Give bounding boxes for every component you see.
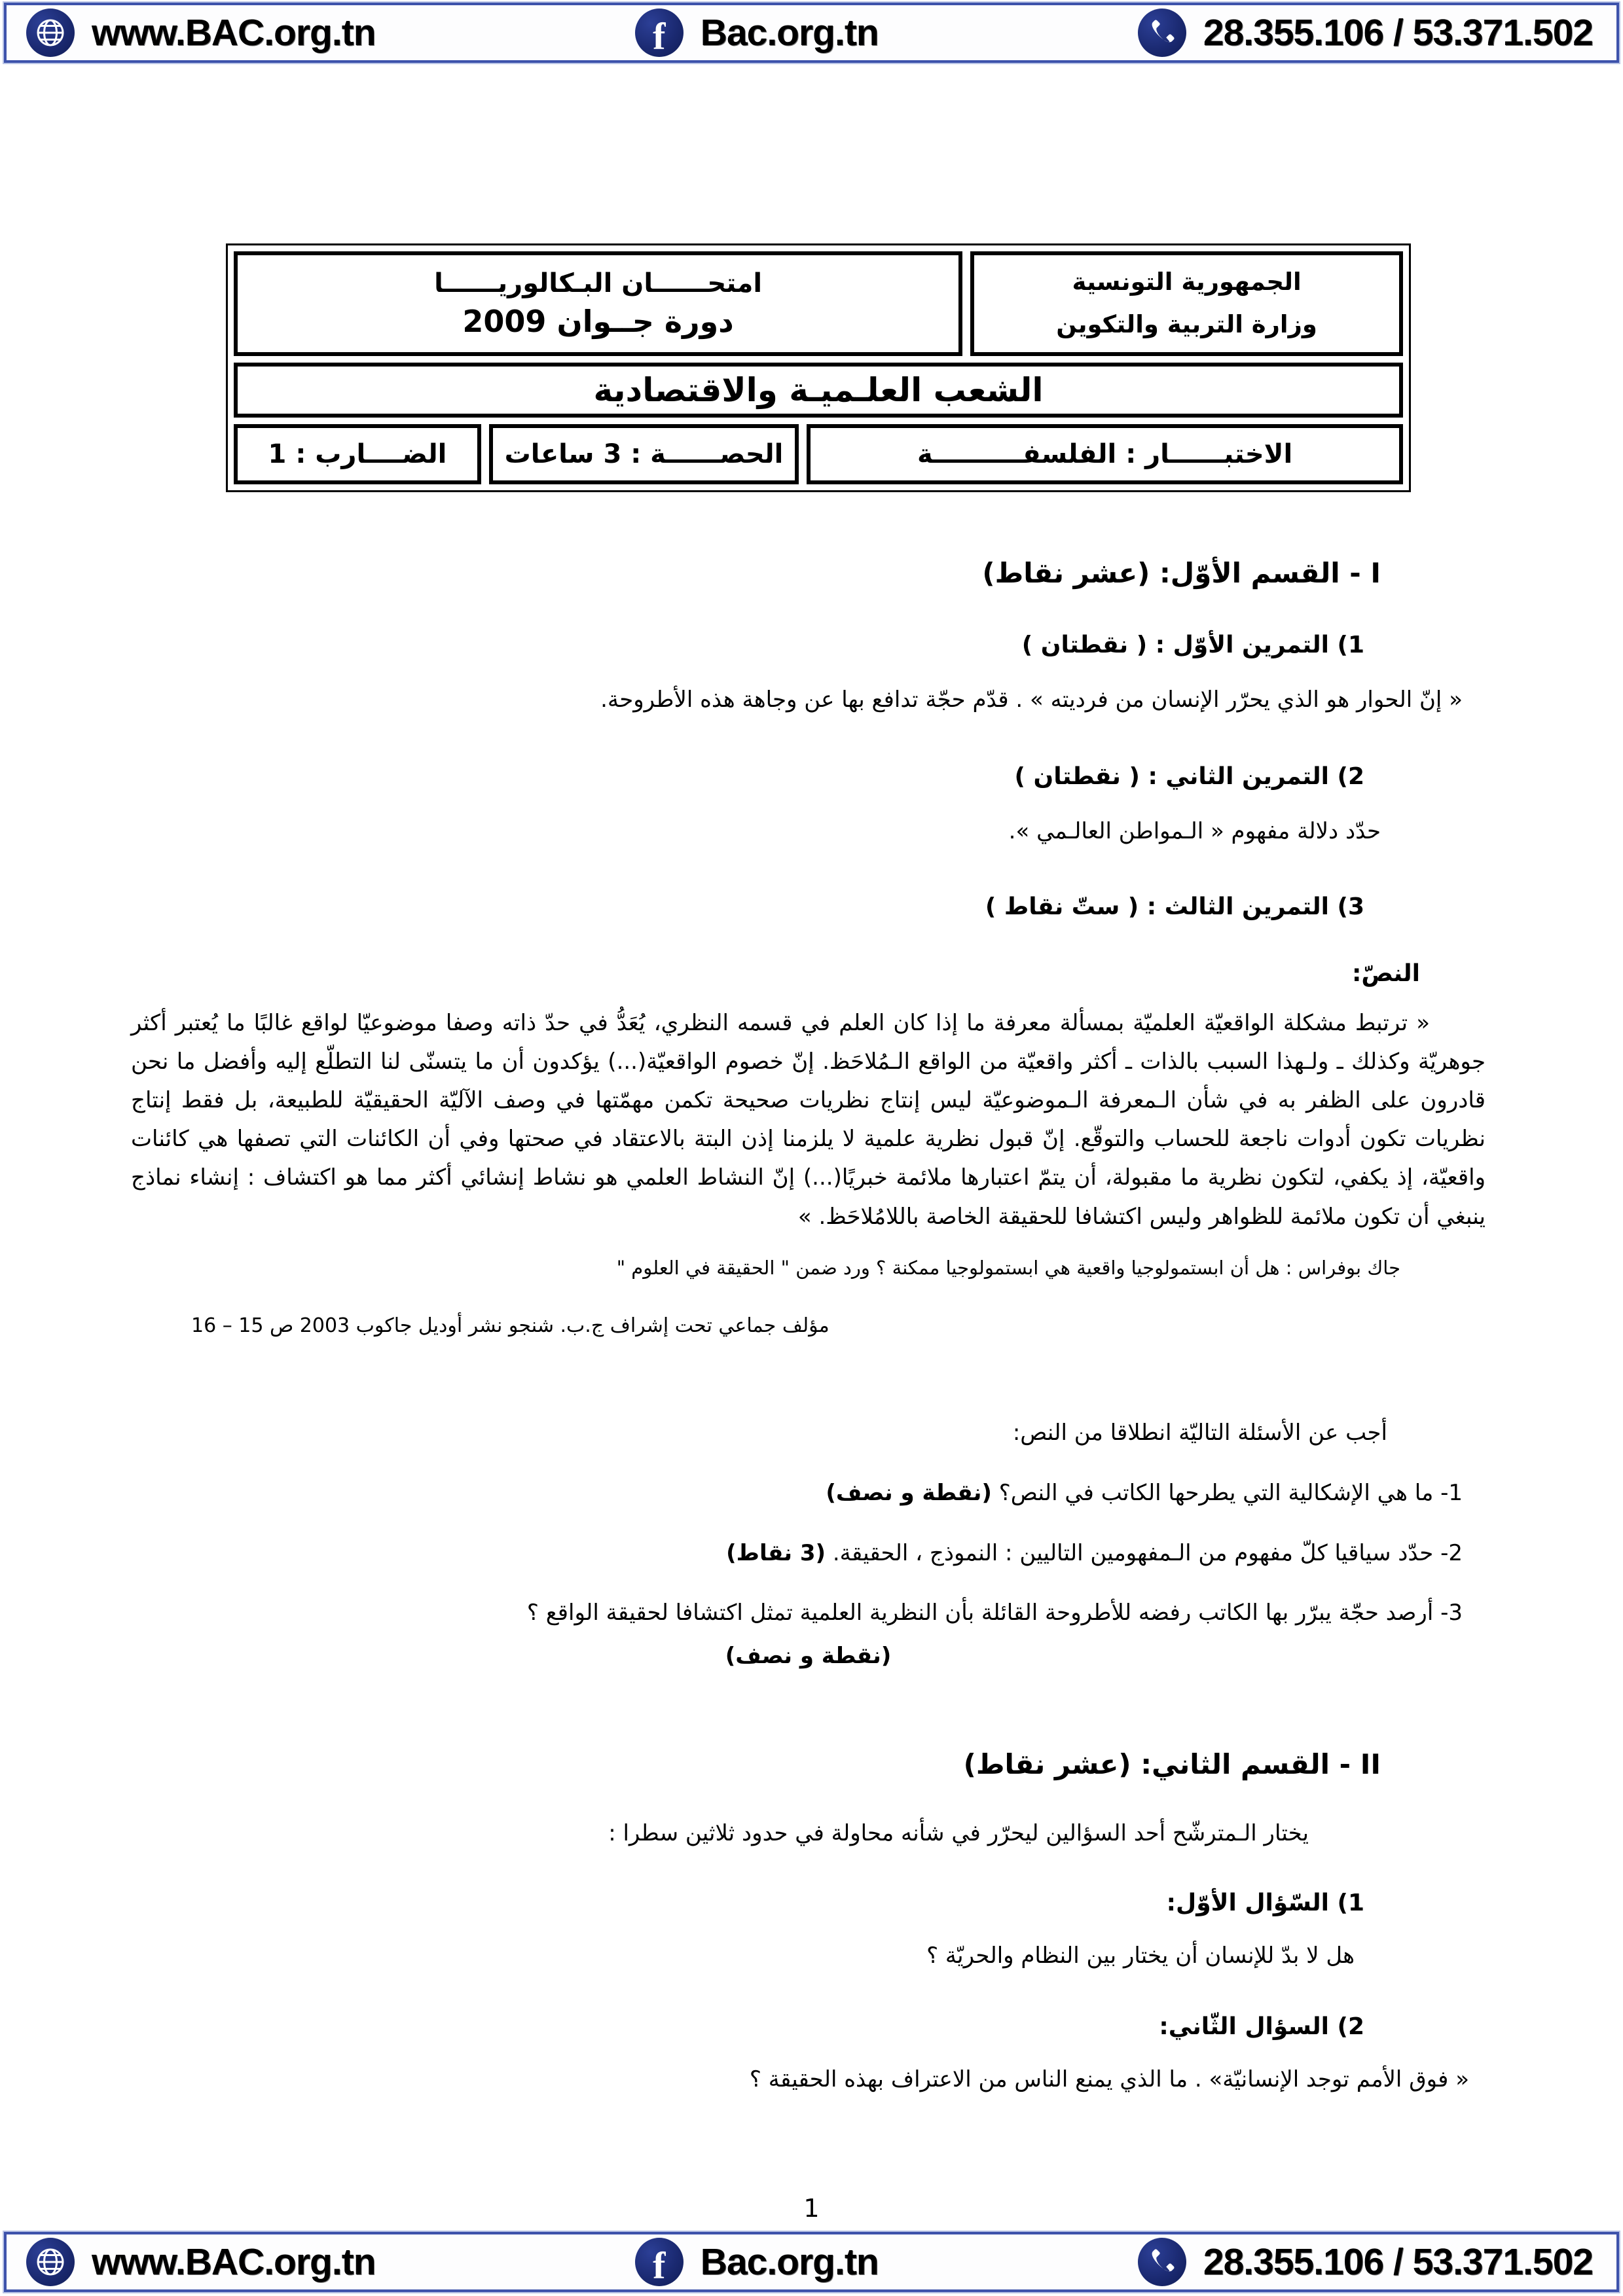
answer-instructions: أجب عن الأسئلة التاليّة انطلاقا من النص: — [1012, 1419, 1387, 1446]
website-group — [26, 2238, 376, 2286]
header-row-1 — [234, 251, 1403, 356]
part1-exercise1-title: 1) التمرين الأوّل : ( نقطتان ) — [1021, 632, 1364, 659]
facebook-group — [635, 9, 879, 57]
exam-body — [131, 550, 1486, 2099]
philosophy-passage: « ترتبط مشكلة الواقعيّة العلميّة بمسألة معرفة ما إذا كان العلم في قسمه النظري، يُعَدُّ في حدّ ذاته وصفا موضوعيّا لواقع غالبًا ما يُعتبر أكثر جوهريّة وكذلك ـ ولـهذا السبب بالذات ـ أكثر واقعيّة من الواقع الـمُلاحَظ. إنّ خصوم الواقعيّة(...) يؤكدون أن ما يتسنّى لنا التطلّع إليه وأفضل ما نحن قادرون على الظفر به في شأن الـمعرفة الـموضوعيّة ليس إنتاج نظريات صحيحة تكمن مهمّتها في وصف الآليّة الحقيقيّة للطبيعة، بل فقط إنتاج نظريات تكون أدوات ناجعة للحساب والتوقّع. إنّ قبول نظرية علمية لا يلزمنا إذن البتة بالاعتقاد في صحتها وفي أن الكائنات التي تصفها هي كائنات واقعيّة، إذ يكفي، لتكون نظرية ما مقبولة، أن يتمّ اعتبارها ملائمة خبريًا(...) إنّ النشاط العلمي هو نشاط إنشائي أكثر مما هو اكتشاف : إنشاء نماذج ينبغي أن تكون ملائمة للظواهر وليس اكتشافا للحقيقة الخاصة باللامُلاحَظ. » — [131, 1009, 1486, 1230]
coefficient-cell: الضــــارب : 1 — [234, 424, 481, 484]
question-3-text: 3- أرصد حجّة يبرّر بها الكاتب رفضه للأطروحة القائلة بأن النظرية العلمية تمثل اكتشافا لحقيقة الواقع ؟ — [526, 1600, 1463, 1626]
part1-exercise2-text: حدّد دلالة مفهوم « الـمواطن العالـمي ». — [1008, 817, 1381, 844]
part2-question1-title: 1) السّؤال الأوّل: — [1166, 1890, 1364, 1917]
exam-header-table — [226, 243, 1411, 492]
globe-icon — [26, 2238, 75, 2286]
bottom-contact-bar — [4, 2232, 1619, 2292]
question-2-points: (3 نقاط) — [726, 1539, 826, 1566]
part2-question2-title: 2) السؤال الثّاني: — [1159, 2013, 1364, 2041]
website-group — [26, 9, 376, 57]
question-2-text: 2- حدّد سياقيا كلّ مفهوم من الـمفهومين التاليين : النموذج ، الحقيقة. — [832, 1539, 1463, 1566]
authority-cell — [970, 251, 1403, 356]
text-label: النصّ: — [1351, 960, 1420, 987]
phone-group — [1138, 9, 1593, 57]
part1-heading: I - القسم الأوّل: (عشر نقاط) — [982, 557, 1381, 589]
part2-question2-text: « فوق الأمم توجد الإنسانيّة» . ما الذي يمنع الناس من الاعتراف بهذه الحقيقة ؟ — [749, 2066, 1469, 2093]
question-1 — [131, 1475, 1463, 1513]
facebook-icon: f — [635, 2238, 684, 2286]
exam-title-cell — [234, 251, 962, 356]
question-3 — [131, 1594, 1463, 1632]
facebook-label: Bac.org.tn — [700, 2241, 879, 2283]
phone-icon — [1138, 2238, 1186, 2286]
streams-cell: الشعب العلـميـة والاقتصادية — [234, 363, 1403, 418]
part1-exercise3-title: 3) التمرين الثالث : ( ستّ نقاط ) — [985, 893, 1364, 921]
citation-author-line: جاك بوفراس : هل أن ابستمولوجيا واقعية هي ابستمولوجيا ممكنة ؟ ورد ضمن " الحقيقة في العلوم " — [616, 1256, 1400, 1279]
part2-question1-text: هل لا بدّ للإنسان أن يختار بين النظام والحريّة ؟ — [926, 1943, 1355, 1969]
question-2 — [131, 1535, 1463, 1573]
phone-icon — [1138, 9, 1186, 57]
part2-instructions: يختار الـمترشّح أحد السؤالين ليحرّر في شأنه محاولة في حدود ثلاثين سطرا : — [608, 1820, 1309, 1847]
facebook-group — [635, 2238, 879, 2286]
ministry-line: وزارة التربية والتكوين — [1056, 310, 1317, 338]
duration-cell: الحصــــــة : 3 ساعات — [489, 424, 799, 484]
part1-exercise2-title: 2) التمرين الثاني : ( نقطتان ) — [1014, 763, 1364, 791]
subject-cell: الاختبــــــار : الفلسفــــــــــة — [807, 424, 1403, 484]
question-1-text: 1- ما هي الإشكالية التي يطرحها الكاتب في النص؟ — [998, 1479, 1463, 1506]
facebook-label: Bac.org.tn — [700, 12, 879, 54]
website-label: www.BAC.org.tn — [92, 12, 376, 54]
phone-label: 28.355.106 / 53.371.502 — [1203, 12, 1593, 54]
exam-session-line: دورة جــوان 2009 — [462, 304, 734, 339]
header-row-3 — [234, 424, 1403, 484]
question-3-points: (نقطة و نصف) — [725, 1643, 892, 1670]
phone-group — [1138, 2238, 1593, 2286]
phone-label: 28.355.106 / 53.371.502 — [1203, 2241, 1593, 2283]
page-number: 1 — [803, 2194, 820, 2223]
question-1-points: (نقطة و نصف) — [826, 1479, 992, 1506]
top-contact-bar — [4, 3, 1619, 63]
facebook-icon: f — [635, 9, 684, 57]
republic-line: الجمهورية التونسية — [1072, 268, 1302, 296]
exam-title-line: امتحــــــان البـكالوريــــــا — [434, 268, 763, 298]
part1-exercise1-text: « إنّ الحوار هو الذي يحرّر الإنسان من فرديته » . قدّم حجّة تدافع بها عن وجاهة هذه الأطروحة. — [600, 686, 1463, 713]
citation-publisher-line: مؤلف جماعي تحت إشراف ج.ب. شنجو نشر أوديل جاكوب 2003 ص 15 – 16 — [191, 1314, 830, 1337]
part2-heading: II - القسم الثاني: (عشر نقاط) — [963, 1748, 1381, 1780]
globe-icon — [26, 9, 75, 57]
website-label: www.BAC.org.tn — [92, 2241, 376, 2283]
